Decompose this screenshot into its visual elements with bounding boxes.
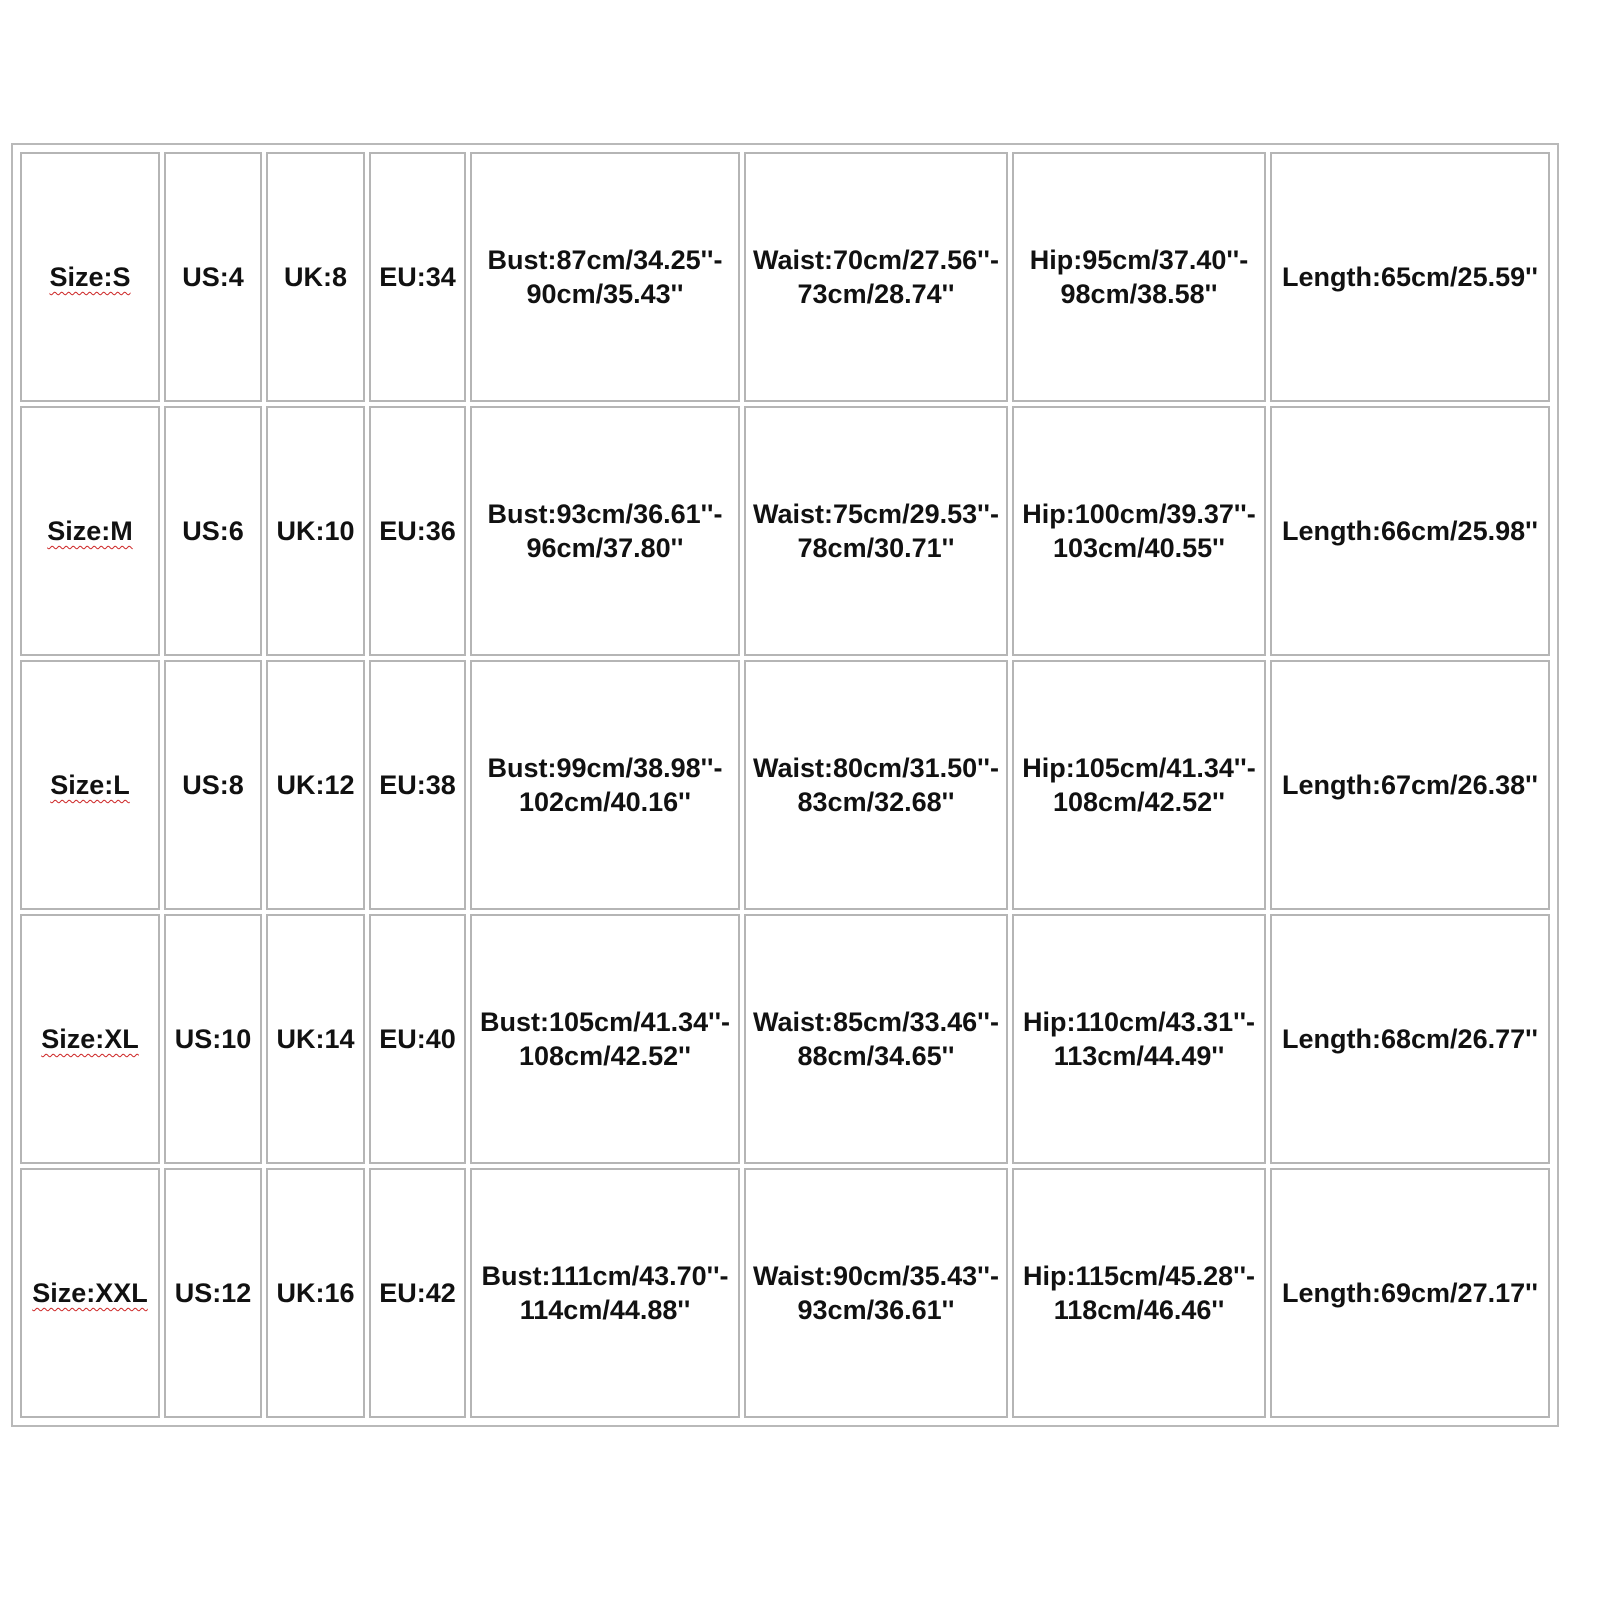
hip-cell bbox=[1012, 660, 1266, 910]
waist-cell bbox=[744, 914, 1008, 1164]
table-row bbox=[20, 1168, 1550, 1418]
us-size-cell: US:12 bbox=[164, 1168, 262, 1418]
size-cell bbox=[20, 914, 160, 1164]
size-label: Size:XXL bbox=[32, 1278, 148, 1308]
hip-line-2: 118cm/46.46'' bbox=[1053, 1295, 1225, 1325]
size-label: Size:XL bbox=[41, 1024, 139, 1054]
bust-cell bbox=[470, 152, 740, 402]
waist-line-1: Waist:70cm/27.56''- bbox=[753, 245, 999, 275]
bust-line-2: 102cm/40.16'' bbox=[519, 787, 691, 817]
hip-line-1: Hip:110cm/43.31''- bbox=[1023, 1007, 1255, 1037]
table-row bbox=[20, 914, 1550, 1164]
eu-size-cell: EU:38 bbox=[369, 660, 466, 910]
bust-line-2: 90cm/35.43'' bbox=[526, 279, 684, 309]
bust-line-2: 108cm/42.52'' bbox=[519, 1041, 691, 1071]
hip-line-1: Hip:95cm/37.40''- bbox=[1029, 245, 1249, 275]
waist-line-1: Waist:90cm/35.43''- bbox=[753, 1261, 999, 1291]
uk-size-cell: UK:14 bbox=[266, 914, 365, 1164]
uk-size-cell: UK:10 bbox=[266, 406, 365, 656]
bust-line-1: Bust:105cm/41.34''- bbox=[480, 1007, 730, 1037]
length-cell: Length:66cm/25.98'' bbox=[1270, 406, 1550, 656]
us-size-cell: US:4 bbox=[164, 152, 262, 402]
size-cell bbox=[20, 1168, 160, 1418]
eu-size-cell: EU:42 bbox=[369, 1168, 466, 1418]
hip-cell bbox=[1012, 1168, 1266, 1418]
eu-size-cell: EU:36 bbox=[369, 406, 466, 656]
size-label: Size:S bbox=[49, 262, 131, 292]
bust-line-2: 96cm/37.80'' bbox=[526, 533, 684, 563]
size-chart-frame bbox=[11, 143, 1559, 1427]
waist-line-2: 78cm/30.71'' bbox=[797, 533, 955, 563]
waist-line-1: Waist:85cm/33.46''- bbox=[753, 1007, 999, 1037]
uk-size-cell: UK:16 bbox=[266, 1168, 365, 1418]
waist-line-2: 83cm/32.68'' bbox=[797, 787, 955, 817]
us-size-cell: US:8 bbox=[164, 660, 262, 910]
us-size-cell: US:6 bbox=[164, 406, 262, 656]
size-chart-table bbox=[16, 148, 1554, 1422]
eu-size-cell: EU:40 bbox=[369, 914, 466, 1164]
bust-cell bbox=[470, 406, 740, 656]
size-cell bbox=[20, 152, 160, 402]
waist-cell bbox=[744, 1168, 1008, 1418]
table-row bbox=[20, 406, 1550, 656]
waist-cell bbox=[744, 406, 1008, 656]
bust-cell bbox=[470, 660, 740, 910]
hip-line-1: Hip:105cm/41.34''- bbox=[1022, 753, 1256, 783]
hip-line-1: Hip:100cm/39.37''- bbox=[1022, 499, 1256, 529]
bust-line-2: 114cm/44.88'' bbox=[519, 1295, 691, 1325]
waist-cell bbox=[744, 152, 1008, 402]
waist-line-2: 88cm/34.65'' bbox=[797, 1041, 955, 1071]
bust-line-1: Bust:87cm/34.25''- bbox=[487, 245, 723, 275]
table-row bbox=[20, 152, 1550, 402]
length-cell: Length:65cm/25.59'' bbox=[1270, 152, 1550, 402]
hip-line-2: 108cm/42.52'' bbox=[1053, 787, 1225, 817]
length-cell: Length:68cm/26.77'' bbox=[1270, 914, 1550, 1164]
length-cell: Length:67cm/26.38'' bbox=[1270, 660, 1550, 910]
hip-cell bbox=[1012, 914, 1266, 1164]
waist-line-2: 93cm/36.61'' bbox=[797, 1295, 955, 1325]
size-label: Size:M bbox=[47, 516, 133, 546]
uk-size-cell: UK:12 bbox=[266, 660, 365, 910]
eu-size-cell: EU:34 bbox=[369, 152, 466, 402]
hip-line-2: 113cm/44.49'' bbox=[1053, 1041, 1225, 1071]
us-size-cell: US:10 bbox=[164, 914, 262, 1164]
waist-line-1: Waist:80cm/31.50''- bbox=[753, 753, 999, 783]
hip-cell bbox=[1012, 152, 1266, 402]
bust-cell bbox=[470, 914, 740, 1164]
bust-line-1: Bust:99cm/38.98''- bbox=[487, 753, 723, 783]
size-label: Size:L bbox=[50, 770, 130, 800]
waist-cell bbox=[744, 660, 1008, 910]
length-cell: Length:69cm/27.17'' bbox=[1270, 1168, 1550, 1418]
table-row bbox=[20, 660, 1550, 910]
hip-cell bbox=[1012, 406, 1266, 656]
size-cell bbox=[20, 406, 160, 656]
hip-line-2: 98cm/38.58'' bbox=[1060, 279, 1218, 309]
uk-size-cell: UK:8 bbox=[266, 152, 365, 402]
waist-line-2: 73cm/28.74'' bbox=[797, 279, 955, 309]
hip-line-1: Hip:115cm/45.28''- bbox=[1023, 1261, 1255, 1291]
bust-line-1: Bust:111cm/43.70''- bbox=[481, 1261, 729, 1291]
waist-line-1: Waist:75cm/29.53''- bbox=[753, 499, 999, 529]
bust-line-1: Bust:93cm/36.61''- bbox=[487, 499, 723, 529]
size-cell bbox=[20, 660, 160, 910]
bust-cell bbox=[470, 1168, 740, 1418]
hip-line-2: 103cm/40.55'' bbox=[1053, 533, 1225, 563]
